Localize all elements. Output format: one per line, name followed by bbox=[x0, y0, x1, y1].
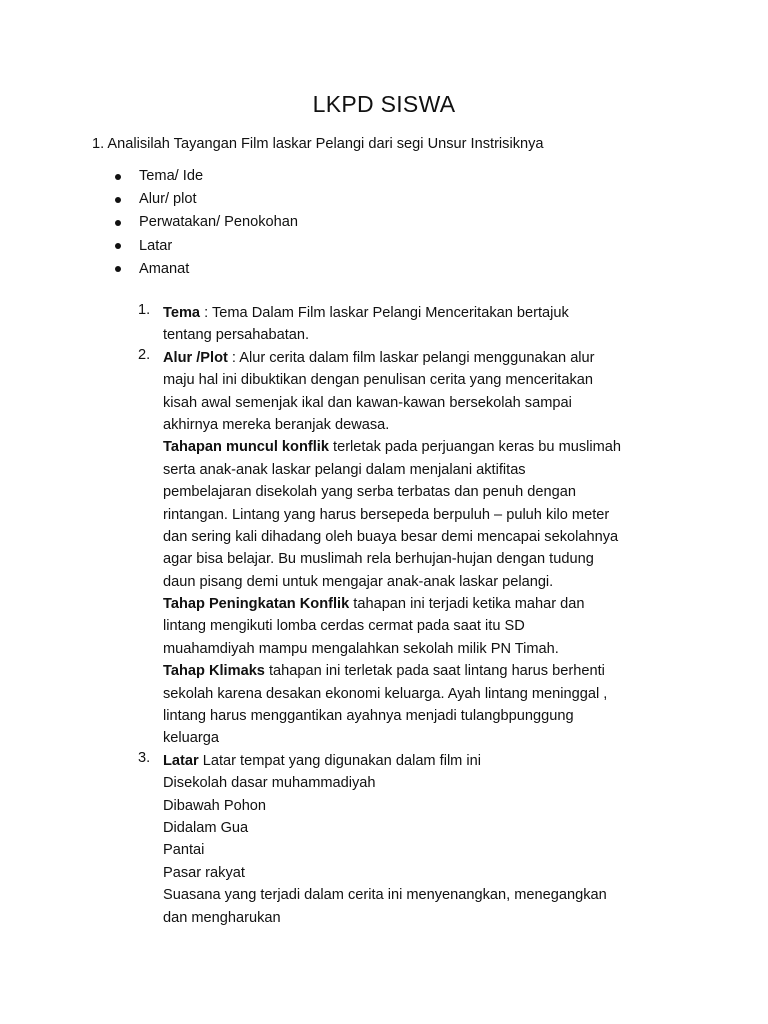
answer-number: 1. bbox=[138, 302, 151, 318]
konflik-line: serta anak-anak laskar pelangi dalam menjalani aktifitas bbox=[163, 461, 526, 478]
answer-line: maju hal ini dibuktikan dengan penulisan cerita yang menceritakan bbox=[163, 372, 593, 389]
answer-line: akhirnya mereka beranjak dewasa. bbox=[163, 416, 390, 433]
klimaks-line: keluarga bbox=[163, 730, 219, 747]
answer-label: Alur /Plot bbox=[163, 349, 228, 366]
answer-alur bbox=[138, 347, 688, 750]
answer-line: Tema : Tema Dalam Film laskar Pelangi Menceritakan bertajuk bbox=[163, 305, 569, 321]
place-item: Disekolah dasar muhammadiyah bbox=[163, 775, 376, 792]
answer-tema bbox=[138, 302, 688, 347]
konflik-line: rintangan. Lintang yang harus bersepeda berpuluh – puluh kilo meter bbox=[163, 506, 610, 523]
klimaks-line: lintang harus menggantikan ayahnya menjadi tulangbpunggung bbox=[163, 708, 574, 725]
answer-number: 2. bbox=[138, 346, 151, 363]
bullet-item: Amanat bbox=[114, 258, 614, 281]
konflik-line: daun pisang demi untuk mengajar anak-anak laskar pelangi. bbox=[163, 573, 554, 590]
bullet-item: Tema/ Ide bbox=[114, 165, 614, 188]
konflik-line: agar bisa belajar. Bu muslimah rela berhujan-hujan dengan tudung bbox=[163, 551, 594, 568]
answer-list bbox=[138, 302, 688, 929]
bullet-item: Alur/ plot bbox=[114, 188, 614, 211]
suasana-line: Suasana yang terjadi dalam cerita ini menyenangkan, menegangkan bbox=[163, 887, 607, 904]
peningkatan-line: lintang mengikuti lomba cerdas cermat pada saat itu SD bbox=[163, 618, 525, 635]
bullet-dot-icon bbox=[115, 243, 121, 249]
place-item: Didalam Gua bbox=[163, 819, 249, 836]
klimaks-line: sekolah karena desakan ekonomi keluarga. Ayah lintang meninggal , bbox=[163, 685, 608, 702]
answer-label: Tema bbox=[163, 305, 201, 321]
answer-number: 3. bbox=[138, 749, 151, 766]
element-bullet-list bbox=[114, 165, 614, 281]
question-text: 1. Analisilah Tayangan Film laskar Pelangi dari segi Unsur Instrisiknya bbox=[92, 136, 544, 152]
bullet-item: Perwatakan/ Penokohan bbox=[114, 211, 614, 234]
place-item: Pasar rakyat bbox=[163, 864, 245, 881]
peningkatan-line: Tahap Peningkatan Konflik tahapan ini terjadi ketika mahar dan bbox=[163, 596, 585, 613]
bullet-dot-icon bbox=[115, 220, 121, 226]
klimaks-line: Tahap Klimaks tahapan ini terletak pada saat lintang harus berhenti bbox=[163, 663, 605, 680]
page-title: LKPD SISWA bbox=[312, 91, 456, 117]
answer-line: tentang persahabatan. bbox=[163, 327, 310, 344]
answer-latar bbox=[138, 750, 688, 929]
place-item: Dibawah Pohon bbox=[163, 797, 267, 814]
answer-line: Latar Latar tempat yang digunakan dalam film ini bbox=[163, 752, 481, 769]
answer-line: kisah awal semenjak ikal dan kawan-kawan bersekolah sampai bbox=[163, 394, 572, 411]
konflik-line: dan sering kali dihadang oleh buaya besar demi mencapai sekolahnya bbox=[163, 528, 619, 545]
peningkatan-line: muahamdiyah mampu mengalahkan sekolah milik PN Timah. bbox=[163, 640, 559, 657]
bullet-item: Latar bbox=[114, 235, 614, 258]
konflik-label: Tahapan muncul konflik bbox=[163, 439, 329, 456]
bullet-dot-icon bbox=[115, 197, 121, 203]
answer-label: Latar bbox=[163, 752, 199, 769]
peningkatan-label: Tahap Peningkatan Konflik bbox=[163, 596, 350, 613]
konflik-line: Tahapan muncul konflik terletak pada perjuangan keras bu muslimah bbox=[163, 439, 622, 456]
klimaks-label: Tahap Klimaks bbox=[163, 663, 265, 680]
suasana-line: dan mengharukan bbox=[163, 909, 281, 926]
konflik-line: pembelajaran disekolah yang serba terbatas dan penuh dengan bbox=[163, 484, 576, 501]
bullet-dot-icon bbox=[115, 174, 121, 180]
answer-line: Alur /Plot : Alur cerita dalam film laskar pelangi menggunakan alur bbox=[163, 349, 595, 366]
place-item: Pantai bbox=[163, 842, 205, 859]
bullet-dot-icon bbox=[115, 266, 121, 272]
